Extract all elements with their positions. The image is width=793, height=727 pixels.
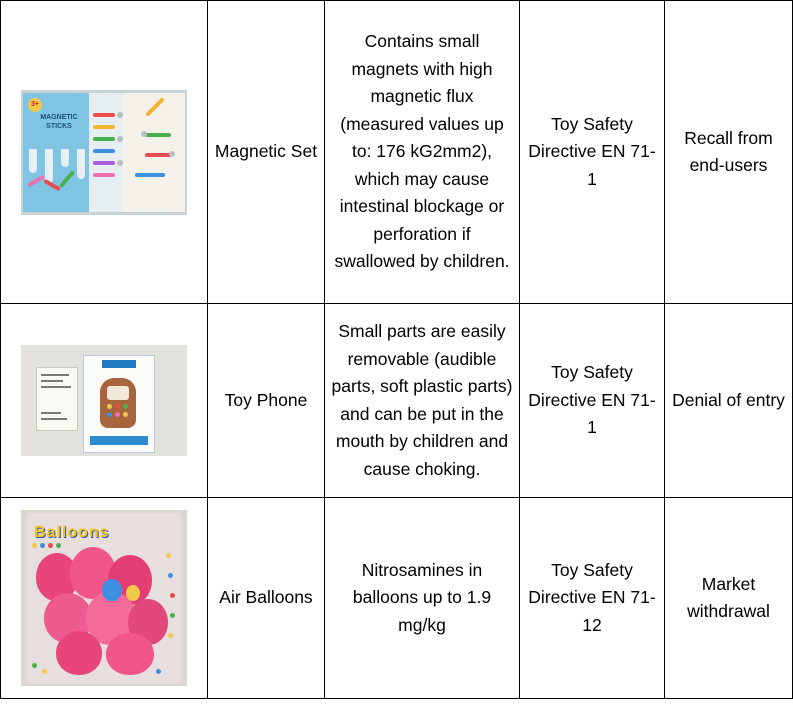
table-row [1,1,793,304]
package-title: Balloons [34,524,110,541]
air-balloons-photo [21,510,187,686]
legislation: Toy Safety Directive EN 71-12 [528,559,656,635]
measure-cell [665,304,793,498]
photo-cell [1,1,208,304]
table-row [1,498,793,699]
risk-description: Nitrosamines in balloons up to 1.9 mg/kg [352,559,492,635]
legislation-cell [520,498,665,699]
magnetic-set-photo [21,90,187,215]
product-name: Air Balloons [219,587,313,608]
toy-phone-photo [21,345,187,456]
measure: Denial of entry [672,389,785,410]
legislation-cell [520,304,665,498]
product-name: Magnetic Set [214,141,318,162]
risk-cell [325,498,520,699]
measure-cell [665,498,793,699]
package-title: MAGNETIC STICKS [40,113,78,130]
risk-description: Small parts are easily removable (audible parts, soft plastic parts) and can be put in the mouth by children and cause choking. [331,321,513,479]
product-name-cell [208,1,325,304]
measure: Recall from end-users [684,127,773,175]
measure-cell [665,1,793,304]
legislation: Toy Safety Directive EN 71-1 [528,362,656,438]
legislation-cell [520,1,665,304]
age-badge: 3+ [28,98,42,112]
product-name: Toy Phone [224,389,308,410]
photo-cell [1,304,208,498]
risk-cell [325,1,520,304]
risk-description: Contains small magnets with high magnetic flux (measured values up to: 176 kG2mm2), which may cause intestinal blockage or perforation if swallowed by children. [334,31,510,272]
risk-cell [325,304,520,498]
product-name-cell [208,498,325,699]
measure: Market withdrawal [687,573,770,621]
table-row [1,304,793,498]
legislation: Toy Safety Directive EN 71-1 [528,113,656,189]
photo-cell [1,498,208,699]
product-name-cell [208,304,325,498]
